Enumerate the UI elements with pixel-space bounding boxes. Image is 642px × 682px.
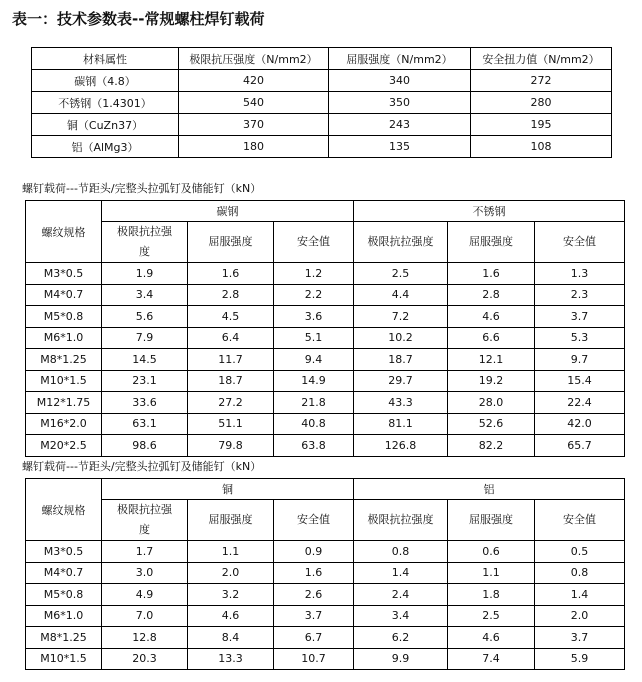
table-cell: 1.4 xyxy=(354,562,448,584)
table-body xyxy=(26,263,625,457)
table-cell: 1.6 xyxy=(188,263,274,285)
table-cell: 272 xyxy=(471,70,612,92)
table-cell: 18.7 xyxy=(188,370,274,392)
table-cell: 33.6 xyxy=(102,392,188,414)
table-cell: 5.1 xyxy=(274,327,354,349)
table-cell: 4.6 xyxy=(448,306,535,328)
column-header: 极限抗拉强度 xyxy=(354,222,448,263)
column-header: 极限抗拉强度 xyxy=(102,500,188,541)
column-header: 安全值 xyxy=(274,500,354,541)
table-cell: 1.6 xyxy=(448,263,535,285)
table-row xyxy=(26,370,625,392)
table-cell: 4.9 xyxy=(102,584,188,606)
table-row xyxy=(26,648,625,670)
table-cell: 5.6 xyxy=(102,306,188,328)
table-header-row xyxy=(32,48,612,70)
table-cell: 4.6 xyxy=(448,627,535,649)
table-cell: 340 xyxy=(329,70,471,92)
table-cell: 12.1 xyxy=(448,349,535,371)
table-cell: 2.4 xyxy=(354,584,448,606)
table-row xyxy=(26,263,625,285)
table-row xyxy=(32,136,612,158)
table-cell: 10.2 xyxy=(354,327,448,349)
table-cell: 0.9 xyxy=(274,541,354,563)
table-cell: 14.9 xyxy=(274,370,354,392)
table-cell: 8.4 xyxy=(188,627,274,649)
table-cell: 3.7 xyxy=(535,627,625,649)
column-header: 屈服强度 xyxy=(448,222,535,263)
table-cell: 51.1 xyxy=(188,413,274,435)
table-row xyxy=(26,392,625,414)
table-cell: 180 xyxy=(179,136,329,158)
page-title: 表一：技术参数表--常规螺柱焊钉载荷 xyxy=(12,10,265,28)
table-cell: 63.1 xyxy=(102,413,188,435)
sub-header-row xyxy=(26,500,625,541)
table-row xyxy=(26,562,625,584)
row-label-cell: M6*1.0 xyxy=(26,327,102,349)
column-header: 安全扭力值（N/mm2） xyxy=(471,48,612,70)
row-label-cell: M16*2.0 xyxy=(26,413,102,435)
table-cell: 350 xyxy=(329,92,471,114)
table-cell: 22.4 xyxy=(535,392,625,414)
row-label-cell: 铜（CuZn37） xyxy=(32,114,179,136)
table-row xyxy=(26,413,625,435)
row-label-cell: M8*1.25 xyxy=(26,349,102,371)
table-cell: 2.5 xyxy=(354,263,448,285)
group-header: 铝 xyxy=(354,479,625,500)
table-cell: 82.2 xyxy=(448,435,535,457)
table-row xyxy=(26,435,625,457)
table-cell: 6.6 xyxy=(448,327,535,349)
row-label-cell: M4*0.7 xyxy=(26,284,102,306)
table-row xyxy=(26,349,625,371)
table-cell: 6.2 xyxy=(354,627,448,649)
table-cell: 108 xyxy=(471,136,612,158)
table-row xyxy=(26,327,625,349)
group-header: 不锈钢 xyxy=(354,201,625,222)
table-cell: 9.9 xyxy=(354,648,448,670)
table-cell: 4.5 xyxy=(188,306,274,328)
table-cell: 1.1 xyxy=(188,541,274,563)
table-cell: 21.8 xyxy=(274,392,354,414)
table-cell: 4.6 xyxy=(188,605,274,627)
table-row xyxy=(32,92,612,114)
column-header: 屈服强度 xyxy=(188,222,274,263)
table-cell: 0.6 xyxy=(448,541,535,563)
table-row xyxy=(26,306,625,328)
table-cell: 540 xyxy=(179,92,329,114)
column-header: 屈服强度 xyxy=(188,500,274,541)
table-cell: 1.1 xyxy=(448,562,535,584)
row-label-cell: M10*1.5 xyxy=(26,370,102,392)
row-label-cell: M3*0.5 xyxy=(26,541,102,563)
table-cell: 79.8 xyxy=(188,435,274,457)
row-label-cell: M4*0.7 xyxy=(26,562,102,584)
table-cell: 195 xyxy=(471,114,612,136)
table-cell: 63.8 xyxy=(274,435,354,457)
table-cell: 12.8 xyxy=(102,627,188,649)
table-cell: 3.7 xyxy=(535,306,625,328)
table-cell: 2.5 xyxy=(448,605,535,627)
table-cell: 370 xyxy=(179,114,329,136)
column-header: 安全值 xyxy=(274,222,354,263)
table-cell: 6.7 xyxy=(274,627,354,649)
table-cell: 40.8 xyxy=(274,413,354,435)
row-label-cell: M10*1.5 xyxy=(26,648,102,670)
table-row xyxy=(32,70,612,92)
screw-load-table-copper-aluminum xyxy=(25,478,625,670)
row-label-cell: M20*2.5 xyxy=(26,435,102,457)
table-cell: 7.2 xyxy=(354,306,448,328)
table-cell: 29.7 xyxy=(354,370,448,392)
table-cell: 126.8 xyxy=(354,435,448,457)
table-cell: 81.1 xyxy=(354,413,448,435)
table-cell: 2.0 xyxy=(188,562,274,584)
table-cell: 42.0 xyxy=(535,413,625,435)
table-cell: 11.7 xyxy=(188,349,274,371)
row-label-cell: 碳钢（4.8） xyxy=(32,70,179,92)
table-cell: 18.7 xyxy=(354,349,448,371)
material-properties-table xyxy=(31,47,612,158)
table-cell: 1.4 xyxy=(535,584,625,606)
row-label-cell: M6*1.0 xyxy=(26,605,102,627)
table-cell: 28.0 xyxy=(448,392,535,414)
column-header: 极限抗压强度（N/mm2） xyxy=(179,48,329,70)
table-cell: 2.8 xyxy=(188,284,274,306)
table-cell: 27.2 xyxy=(188,392,274,414)
table-cell: 1.7 xyxy=(102,541,188,563)
row-label-cell: 铝（AlMg3） xyxy=(32,136,179,158)
table-row xyxy=(26,605,625,627)
table-cell: 13.3 xyxy=(188,648,274,670)
sub-header-row xyxy=(26,222,625,263)
table-cell: 5.9 xyxy=(535,648,625,670)
table-cell: 10.7 xyxy=(274,648,354,670)
column-header: 安全值 xyxy=(535,222,625,263)
group-header-row xyxy=(26,201,625,222)
table-cell: 15.4 xyxy=(535,370,625,392)
table-cell: 1.3 xyxy=(535,263,625,285)
table-cell: 2.8 xyxy=(448,284,535,306)
table-row xyxy=(26,627,625,649)
table-cell: 98.6 xyxy=(102,435,188,457)
table-cell: 420 xyxy=(179,70,329,92)
column-header: 安全值 xyxy=(535,500,625,541)
table-cell: 19.2 xyxy=(448,370,535,392)
spec-header: 螺纹规格 xyxy=(26,201,102,263)
table-cell: 43.3 xyxy=(354,392,448,414)
table-cell: 7.4 xyxy=(448,648,535,670)
row-label-cell: M8*1.25 xyxy=(26,627,102,649)
spec-header: 螺纹规格 xyxy=(26,479,102,541)
table-cell: 0.5 xyxy=(535,541,625,563)
table-row xyxy=(26,284,625,306)
table-cell: 4.4 xyxy=(354,284,448,306)
table-cell: 1.9 xyxy=(102,263,188,285)
table-cell: 20.3 xyxy=(102,648,188,670)
table-row xyxy=(26,584,625,606)
group-header: 铜 xyxy=(102,479,354,500)
table-cell: 3.2 xyxy=(188,584,274,606)
column-header: 极限抗拉强度 xyxy=(354,500,448,541)
table-row xyxy=(32,114,612,136)
row-label-cell: M3*0.5 xyxy=(26,263,102,285)
table-cell: 2.3 xyxy=(535,284,625,306)
table-cell: 243 xyxy=(329,114,471,136)
table-cell: 9.4 xyxy=(274,349,354,371)
group-header: 碳钢 xyxy=(102,201,354,222)
group-header-row xyxy=(26,479,625,500)
table-cell: 23.1 xyxy=(102,370,188,392)
table-cell: 1.2 xyxy=(274,263,354,285)
table-cell: 280 xyxy=(471,92,612,114)
table-cell: 52.6 xyxy=(448,413,535,435)
table-cell: 9.7 xyxy=(535,349,625,371)
table-body xyxy=(32,70,612,158)
table-row xyxy=(26,541,625,563)
table-cell: 7.0 xyxy=(102,605,188,627)
table-cell: 135 xyxy=(329,136,471,158)
table-caption: 螺钉载荷---节距头/完整头拉弧钉及储能钉（kN） xyxy=(22,182,262,195)
row-label-cell: M5*0.8 xyxy=(26,306,102,328)
table-cell: 0.8 xyxy=(535,562,625,584)
table-cell: 3.7 xyxy=(274,605,354,627)
table-cell: 65.7 xyxy=(535,435,625,457)
table-cell: 1.8 xyxy=(448,584,535,606)
row-label-cell: 不锈钢（1.4301） xyxy=(32,92,179,114)
table-cell: 2.6 xyxy=(274,584,354,606)
column-header: 屈服强度（N/mm2） xyxy=(329,48,471,70)
table-body xyxy=(26,541,625,670)
column-header: 屈服强度 xyxy=(448,500,535,541)
row-label-cell: M5*0.8 xyxy=(26,584,102,606)
table-cell: 5.3 xyxy=(535,327,625,349)
table-caption: 螺钉载荷---节距头/完整头拉弧钉及储能钉（kN） xyxy=(22,460,262,473)
table-cell: 2.0 xyxy=(535,605,625,627)
table-cell: 3.0 xyxy=(102,562,188,584)
table-cell: 2.2 xyxy=(274,284,354,306)
column-header: 材料属性 xyxy=(32,48,179,70)
table-cell: 14.5 xyxy=(102,349,188,371)
table-cell: 3.4 xyxy=(354,605,448,627)
column-header: 极限抗拉强度 xyxy=(102,222,188,263)
table-cell: 6.4 xyxy=(188,327,274,349)
table-cell: 1.6 xyxy=(274,562,354,584)
table-cell: 7.9 xyxy=(102,327,188,349)
table-cell: 3.6 xyxy=(274,306,354,328)
table-cell: 0.8 xyxy=(354,541,448,563)
screw-load-table-steel xyxy=(25,200,625,457)
table-cell: 3.4 xyxy=(102,284,188,306)
row-label-cell: M12*1.75 xyxy=(26,392,102,414)
